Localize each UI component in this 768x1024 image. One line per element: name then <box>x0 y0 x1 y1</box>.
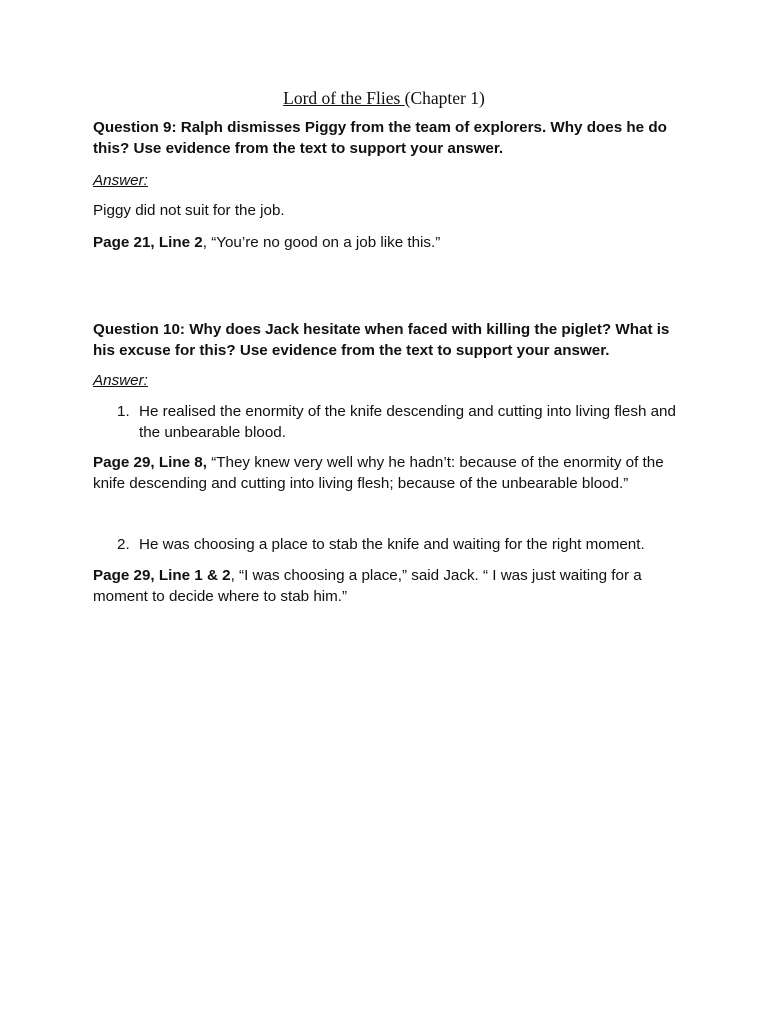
evidence-10-2 <box>93 565 683 607</box>
answer-label-9: Answer: <box>93 172 148 189</box>
evidence-9-reference: Page 21, Line 2 <box>93 234 203 251</box>
list-item-text: He was choosing a place to stab the knife and waiting for the right moment. <box>139 536 645 553</box>
evidence-10-2-reference: Page 29, Line 1 & 2 <box>93 567 231 584</box>
answer-label-10: Answer: <box>93 372 148 389</box>
evidence-9-quote: , “You’re no good on a job like this.” <box>202 234 441 251</box>
answer-9: Piggy did not suit for the job. <box>93 202 285 219</box>
list-item-number: 1. <box>117 403 130 420</box>
evidence-10-1-quote: “They knew very well why he hadn’t: because of the enormity of the knife descending and cutting into living flesh; because of the unbearable blood.” <box>93 454 664 492</box>
evidence-9 <box>93 232 683 253</box>
book-title: Lord of the Flies <box>283 88 405 108</box>
question-10: Question 10: Why does Jack hesitate when faced with killing the piglet? What is his excuse for this? Use evidence from the text to support your answer. <box>93 321 670 359</box>
list-item <box>117 401 677 443</box>
evidence-10-1-reference: Page 29, Line 8, <box>93 454 207 471</box>
evidence-10-1 <box>93 452 683 494</box>
list-item-text: He realised the enormity of the knife descending and cutting into living flesh and the unbearable blood. <box>139 403 676 441</box>
list-item <box>117 534 677 555</box>
question-9: Question 9: Ralph dismisses Piggy from the team of explorers. Why does he do this? Use evidence from the text to support your answer. <box>93 119 667 157</box>
chapter-label: (Chapter 1) <box>404 88 485 108</box>
document-title <box>0 87 768 109</box>
list-item-number: 2. <box>117 536 130 553</box>
evidence-10-2-quote: , “I was choosing a place,” said Jack. “ I was just waiting for a moment to decide where to stab him.” <box>93 567 642 605</box>
